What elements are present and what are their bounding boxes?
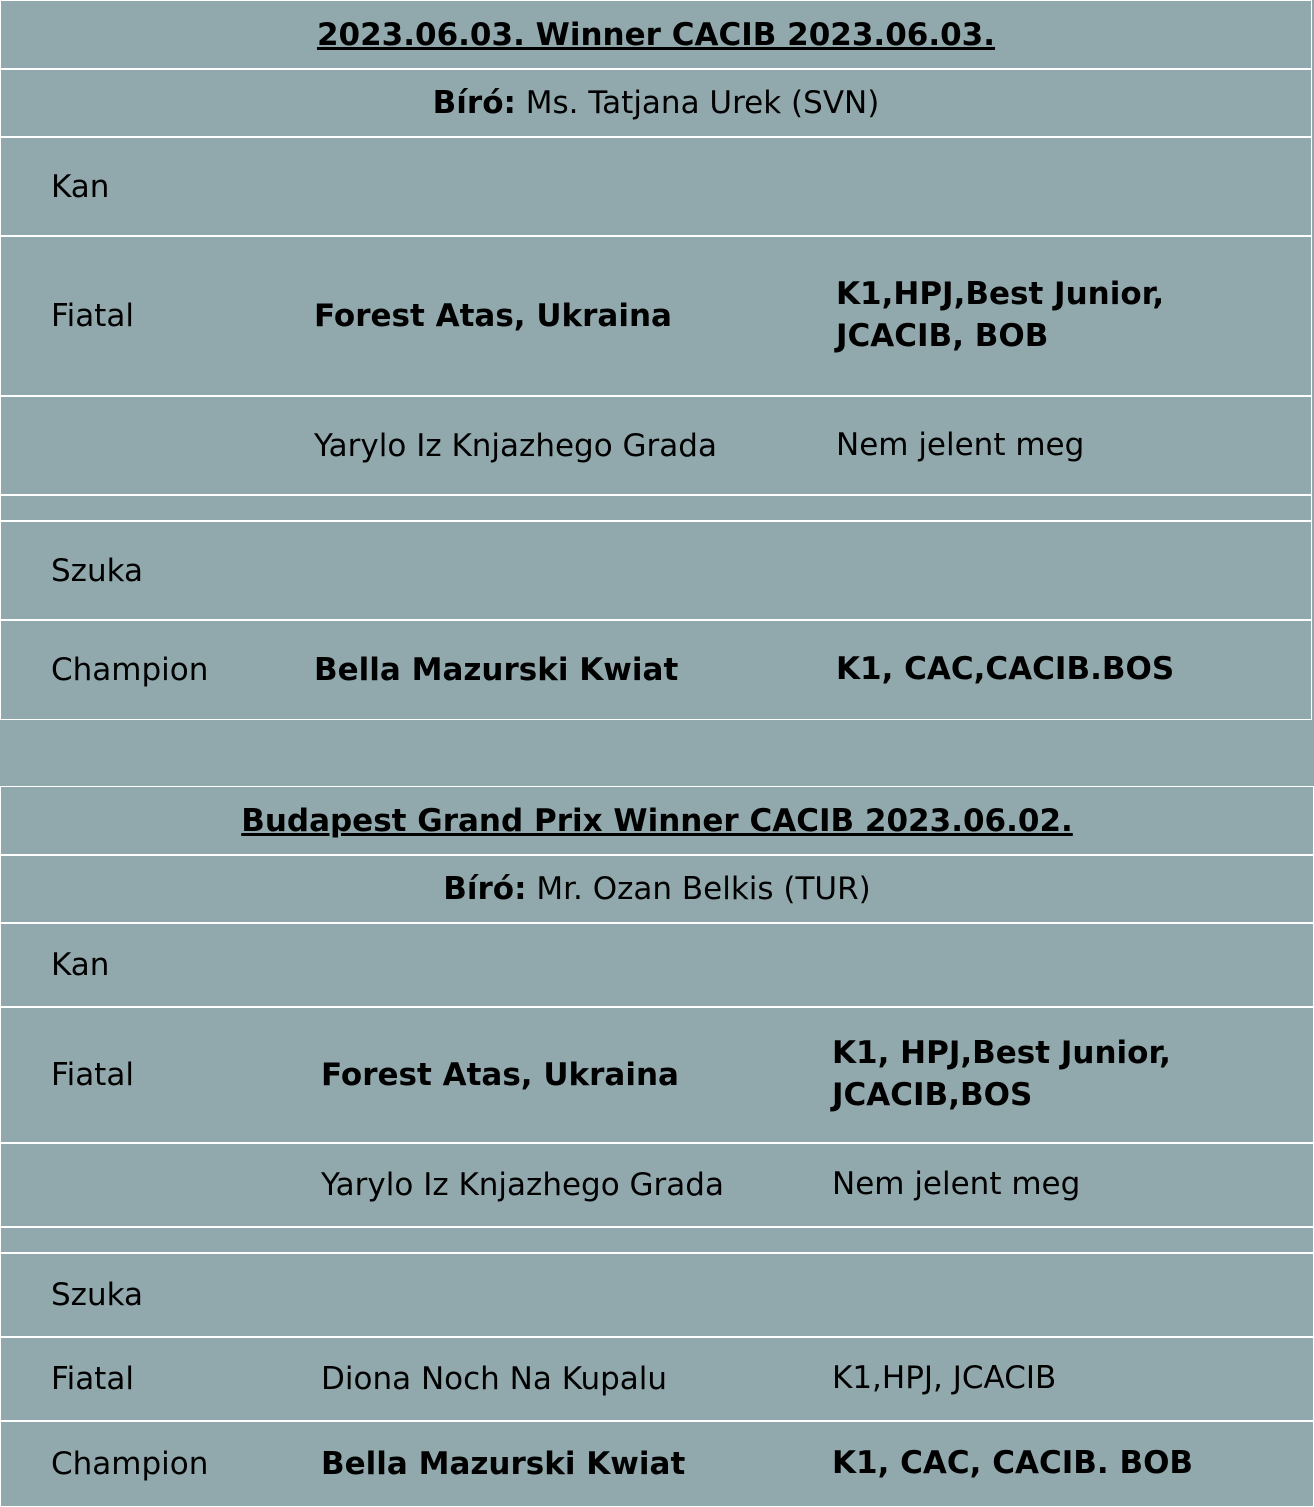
result-cell: Nem jelent meg xyxy=(836,426,1085,463)
category-cell: Kan xyxy=(51,947,110,983)
table-row xyxy=(1,621,1311,719)
category-cell: Fiatal xyxy=(51,1361,134,1397)
judge-row xyxy=(1,70,1311,138)
result-cell: K1, HPJ,Best Junior, JCACIB,BOS xyxy=(832,1035,1171,1113)
result-cell: K1,HPJ,Best Junior, JCACIB, BOB xyxy=(836,276,1165,354)
results-table-2 xyxy=(0,786,1314,1507)
category-cell: Fiatal xyxy=(51,298,134,334)
result-cell: K1, CAC, CACIB. BOB xyxy=(832,1445,1194,1482)
dog-name-cell: Diona Noch Na Kupalu xyxy=(321,1361,668,1397)
result-cell: K1, CAC,CACIB.BOS xyxy=(836,651,1175,688)
category-cell: Kan xyxy=(51,168,110,205)
judge-row xyxy=(1,856,1313,924)
table-title-row xyxy=(1,1,1311,70)
dog-name-cell: Forest Atas, Ukraina xyxy=(321,1057,679,1093)
table-row xyxy=(1,237,1311,397)
table-row xyxy=(1,1008,1313,1144)
table-row xyxy=(1,397,1311,496)
dog-name-cell: Bella Mazurski Kwiat xyxy=(321,1446,686,1482)
table-row xyxy=(1,1254,1313,1338)
judge-label: Bíró: xyxy=(432,85,516,121)
show-title: Budapest Grand Prix Winner CACIB 2023.06.02. xyxy=(241,802,1073,839)
dog-name-cell: Yarylo Iz Knjazhego Grada xyxy=(321,1167,724,1203)
table-title-row xyxy=(1,787,1313,856)
table-row xyxy=(1,522,1311,621)
category-cell: Champion xyxy=(51,1446,209,1482)
table-row xyxy=(1,1422,1313,1506)
category-cell: Fiatal xyxy=(51,1057,134,1093)
dog-name-cell: Bella Mazurski Kwiat xyxy=(314,652,679,688)
judge-name: Ms. Tatjana Urek (SVN) xyxy=(515,85,880,121)
table-row xyxy=(1,1144,1313,1228)
judge-label: Bíró: xyxy=(443,871,527,907)
result-cell: K1,HPJ, JCACIB xyxy=(832,1360,1057,1397)
category-cell: Champion xyxy=(51,652,209,688)
spacer-row xyxy=(1,496,1311,522)
dog-name-cell: Yarylo Iz Knjazhego Grada xyxy=(314,427,717,464)
result-cell: Nem jelent meg xyxy=(832,1166,1081,1203)
results-table-1 xyxy=(0,0,1312,720)
category-cell: Szuka xyxy=(51,1277,144,1313)
table-row xyxy=(1,138,1311,237)
table-row xyxy=(1,924,1313,1008)
dog-name-cell: Forest Atas, Ukraina xyxy=(314,298,672,334)
judge-name: Mr. Ozan Belkis (TUR) xyxy=(526,871,871,907)
category-cell: Szuka xyxy=(51,552,144,589)
table-row xyxy=(1,1338,1313,1422)
spacer-row xyxy=(1,1228,1313,1254)
show-title: 2023.06.03. Winner CACIB 2023.06.03. xyxy=(316,16,996,53)
